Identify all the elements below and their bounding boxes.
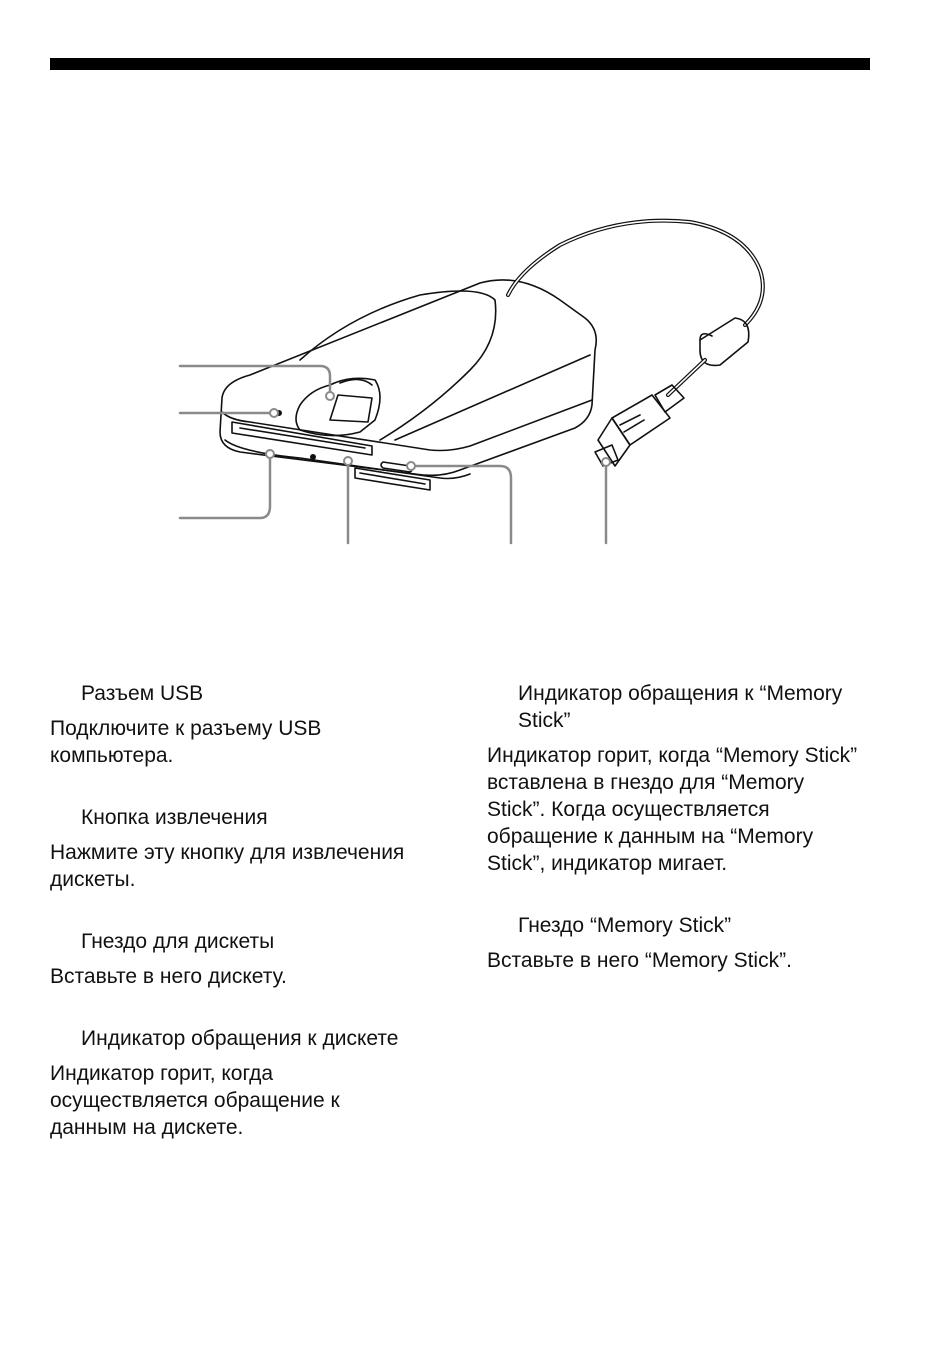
callout-line-floppy-slot <box>180 458 270 518</box>
item-title: Разъем USB <box>81 682 204 705</box>
item-description: Вставьте в него дискету. <box>50 965 287 988</box>
item-description: Индикатор горит, когда “Memory Stick” вставлена в гнездо для “Memory Stick”. Когда осуществляется обращение к данным на “Memory Stick”, индикатор мигает. <box>487 744 858 875</box>
callout-line-memory-stick-slot-top <box>180 366 330 392</box>
item-description: Вставьте в него “Memory Stick”. <box>487 949 792 972</box>
item-floppy-slot <box>50 928 410 990</box>
item-description: Нажмите эту кнопку для извлечения дискеты. <box>50 841 405 891</box>
item-title: Кнопка извлечения <box>81 806 268 829</box>
left-column <box>50 680 410 1141</box>
item-eject-button <box>50 804 410 893</box>
usb-plug <box>612 395 670 445</box>
item-memory-stick-slot <box>487 912 867 974</box>
item-floppy-indicator <box>50 1025 410 1141</box>
right-column <box>487 680 867 974</box>
item-description: Индикатор горит, когда осуществляется обращение к данным на дискете. <box>50 1062 340 1139</box>
floppy-drive-illustration <box>0 0 950 600</box>
item-title: Гнездо для дискеты <box>81 930 275 953</box>
item-title: Гнездо “Memory Stick” <box>518 914 732 937</box>
item-usb-connector <box>50 680 410 769</box>
item-memory-stick-indicator <box>487 680 867 877</box>
item-description: Подключите к разъему USB компьютера. <box>50 717 322 767</box>
item-title: Индикатор обращения к дискете <box>81 1027 399 1050</box>
item-title: Индикатор обращения к “Memory Stick” <box>518 682 843 732</box>
ferrite-core <box>700 318 749 365</box>
usb-cable <box>508 221 763 325</box>
callout-line-eject-button <box>415 466 511 543</box>
